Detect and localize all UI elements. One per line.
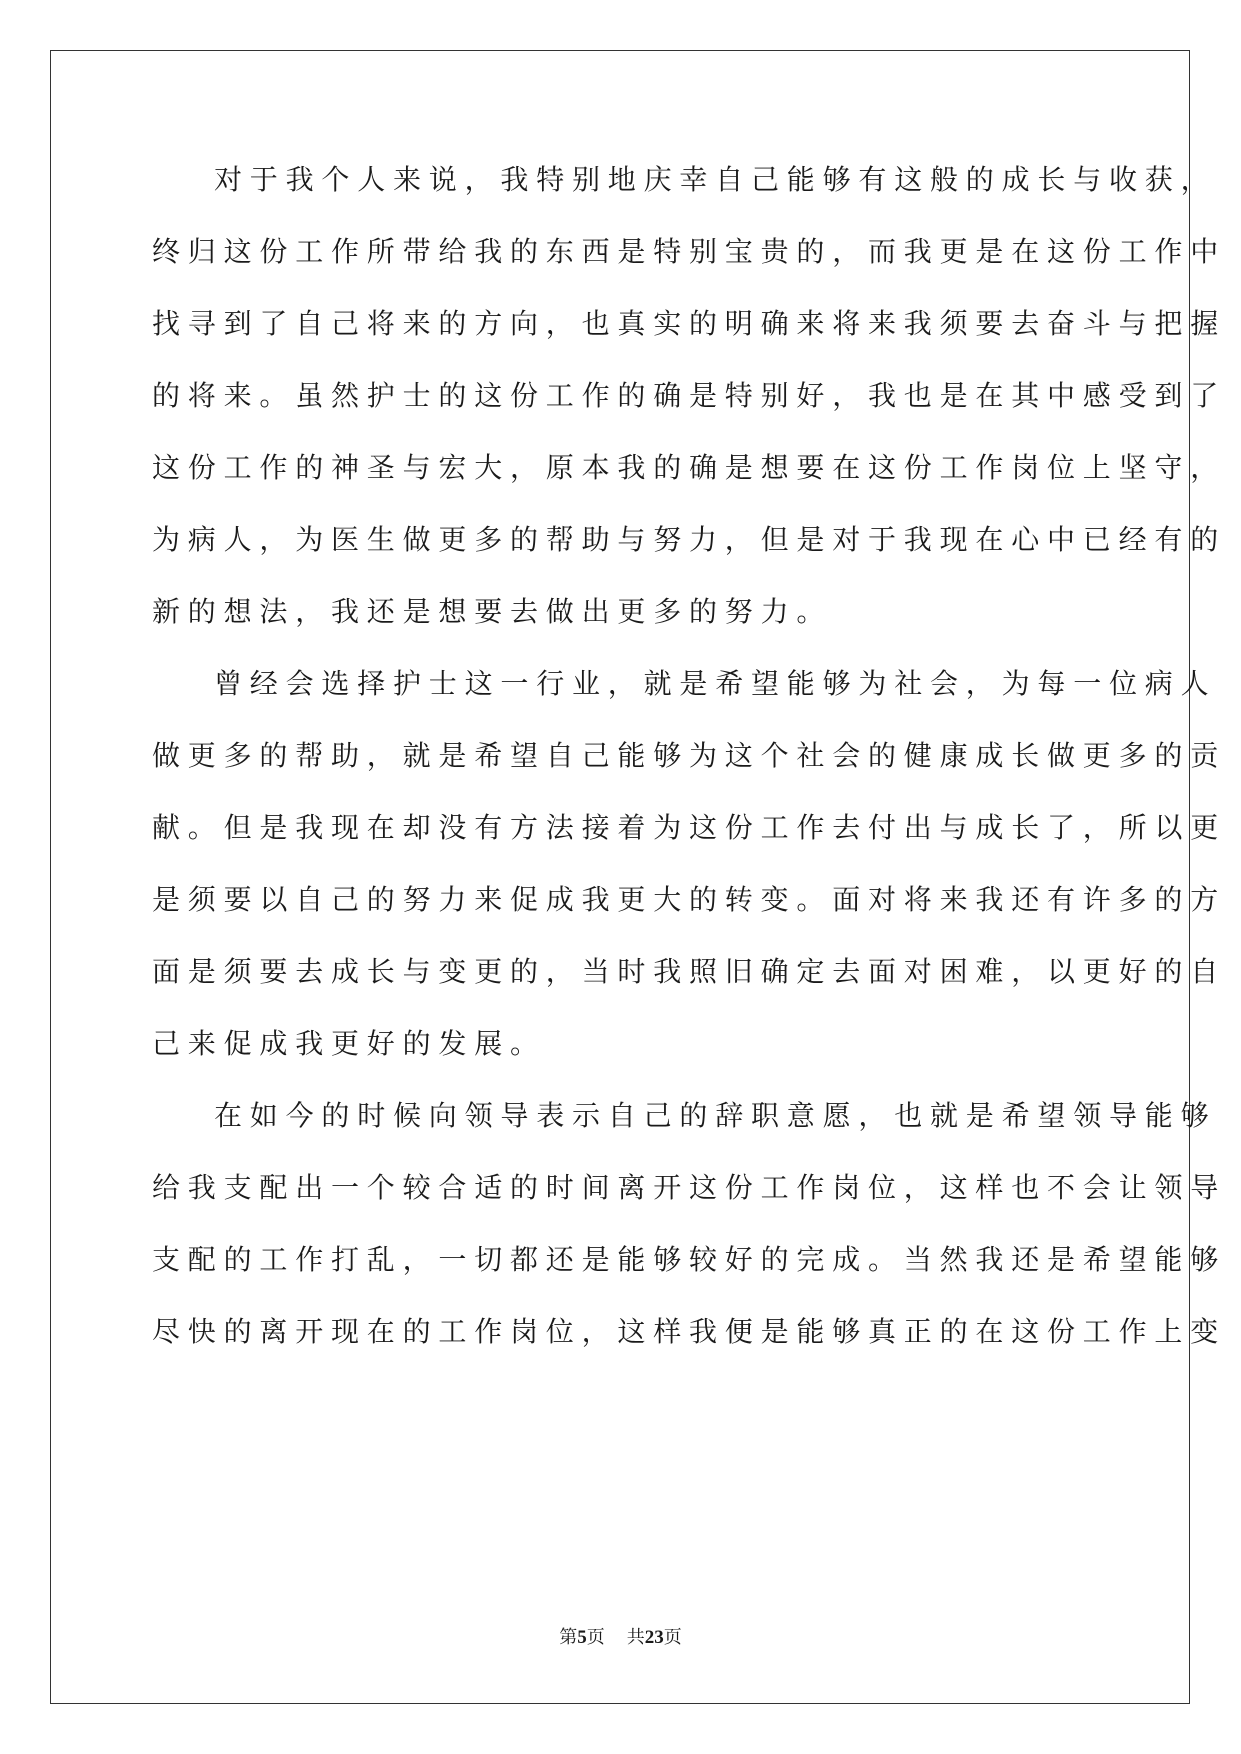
total-prefix: 共: [626, 1627, 645, 1648]
text-line: 终归这份工作所带给我的东西是特别宝贵的，而我更是在这份工作中: [152, 235, 1227, 268]
page-number: 5: [577, 1627, 587, 1648]
text-line: 对于我个人来说，我特别地庆幸自己能够有这般的成长与收获，: [214, 163, 1217, 196]
text-line: 支配的工作打乱，一切都还是能够较好的完成。当然我还是希望能够: [152, 1243, 1227, 1276]
text-line: 面是须要去成长与变更的，当时我照旧确定去面对困难，以更好的自: [152, 955, 1227, 988]
total-suffix: 页: [663, 1627, 682, 1648]
text-line: 这份工作的神圣与宏大，原本我的确是想要在这份工作岗位上坚守，: [152, 451, 1227, 484]
text-line: 为病人，为医生做更多的帮助与努力，但是对于我现在心中已经有的: [152, 523, 1227, 556]
page-prefix: 第: [559, 1627, 578, 1648]
text-line: 是须要以自己的努力来促成我更大的转变。面对将来我还有许多的方: [152, 883, 1227, 916]
page-border: [50, 50, 1190, 1704]
text-line: 做更多的帮助，就是希望自己能够为这个社会的健康成长做更多的贡: [152, 739, 1227, 772]
text-line: 在如今的时候向领导表示自己的辞职意愿，也就是希望领导能够: [214, 1099, 1217, 1132]
text-line: 的将来。虽然护士的这份工作的确是特别好，我也是在其中感受到了: [152, 379, 1227, 412]
text-line: 给我支配出一个较合适的时间离开这份工作岗位，这样也不会让领导: [152, 1171, 1227, 1204]
text-line: 找寻到了自己将来的方向，也真实的明确来将来我须要去奋斗与把握: [152, 307, 1227, 340]
page-suffix: 页: [586, 1627, 605, 1648]
text-line: 新的想法，我还是想要去做出更多的努力。: [152, 595, 833, 628]
text-line: 尽快的离开现在的工作岗位，这样我便是能够真正的在这份工作上变: [152, 1315, 1227, 1348]
text-line: 曾经会选择护士这一行业，就是希望能够为社会，为每一位病人: [214, 667, 1217, 700]
text-line: 献。但是我现在却没有方法接着为这份工作去付出与成长了，所以更: [152, 811, 1227, 844]
page-footer: [0, 1626, 1241, 1650]
text-line: 己来促成我更好的发展。: [152, 1027, 546, 1060]
total-pages: 23: [644, 1627, 664, 1648]
